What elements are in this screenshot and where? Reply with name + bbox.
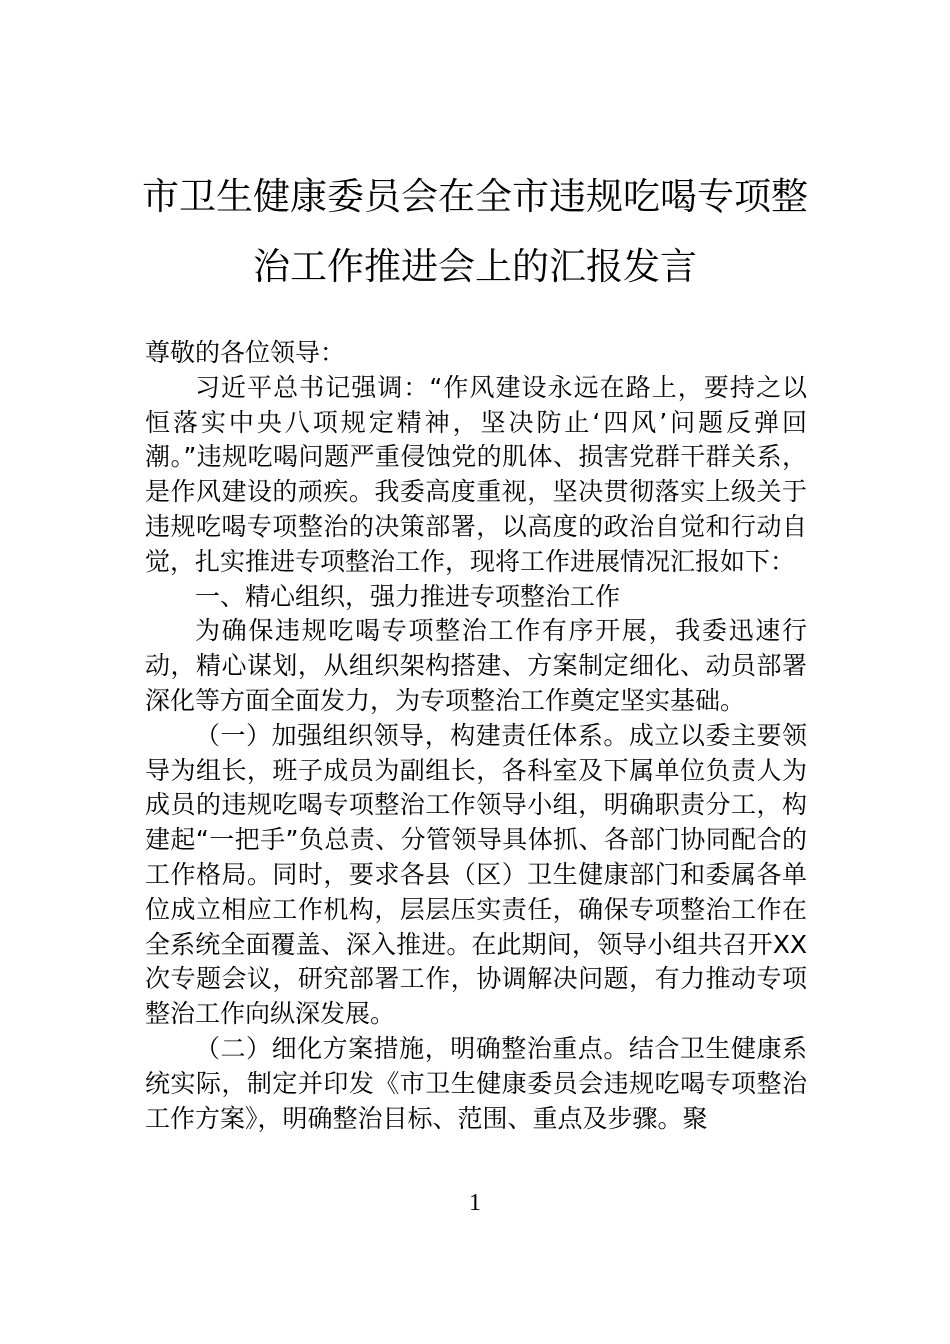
document-title-line-1: 市卫生健康委员会在全市违规吃喝专项整 <box>142 175 808 218</box>
section-heading-1: 一、精心组织，强力推进专项整治工作 <box>195 581 621 611</box>
page-number: 1 <box>469 1190 481 1216</box>
document-body <box>145 336 807 1136</box>
paragraph-subsection-2: （二）细化方案措施，明确整治重点。结合卫生健康系统实际，制定并印发《市卫生健康委员会违规吃喝专项整治工作方案》，明确整治目标、范围、重点及步骤。聚 <box>145 1033 807 1133</box>
paragraph-subsection-1: （一）加强组织领导，构建责任体系。成立以委主要领导为组长，班子成员为副组长，各科室及下属单位负责人为成员的违规吃喝专项整治工作领导小组，明确职责分工，构建起“一把手”负总责、分管领导具体抓、各部门协同配合的工作格局。同时，要求各县（区）卫生健康部门和委属各单位成立相应工作机构，层层压实责任，确保专项整治工作在全系统全面覆盖、深入推进。在此期间，领导小组共召开XX次专题会议，研究部署工作，协调解决问题，有力推动专项整治工作向纵深发展。 <box>145 720 807 1029</box>
salutation: 尊敬的各位领导： <box>145 338 346 367</box>
document-title-line-2: 治工作推进会上的汇报发言 <box>253 245 697 288</box>
paragraph-intro: 习近平总书记强调：“作风建设永远在路上，要持之以恒落实中央八项规定精神，坚决防止‘四风’问题反弹回潮。”违规吃喝问题严重侵蚀党的肌体、损害党群干群关系，是作风建设的顽疾。我委高度重视，坚决贯彻落实上级关于违规吃喝专项整治的决策部署，以高度的政治自觉和行动自觉，扎实推进专项整治工作，现将工作进展情况汇报如下： <box>145 372 807 576</box>
paragraph-section-1-overview: 为确保违规吃喝专项整治工作有序开展，我委迅速行动，精心谋划，从组织架构搭建、方案制定细化、动员部署深化等方面全面发力，为专项整治工作奠定坚实基础。 <box>145 616 807 715</box>
